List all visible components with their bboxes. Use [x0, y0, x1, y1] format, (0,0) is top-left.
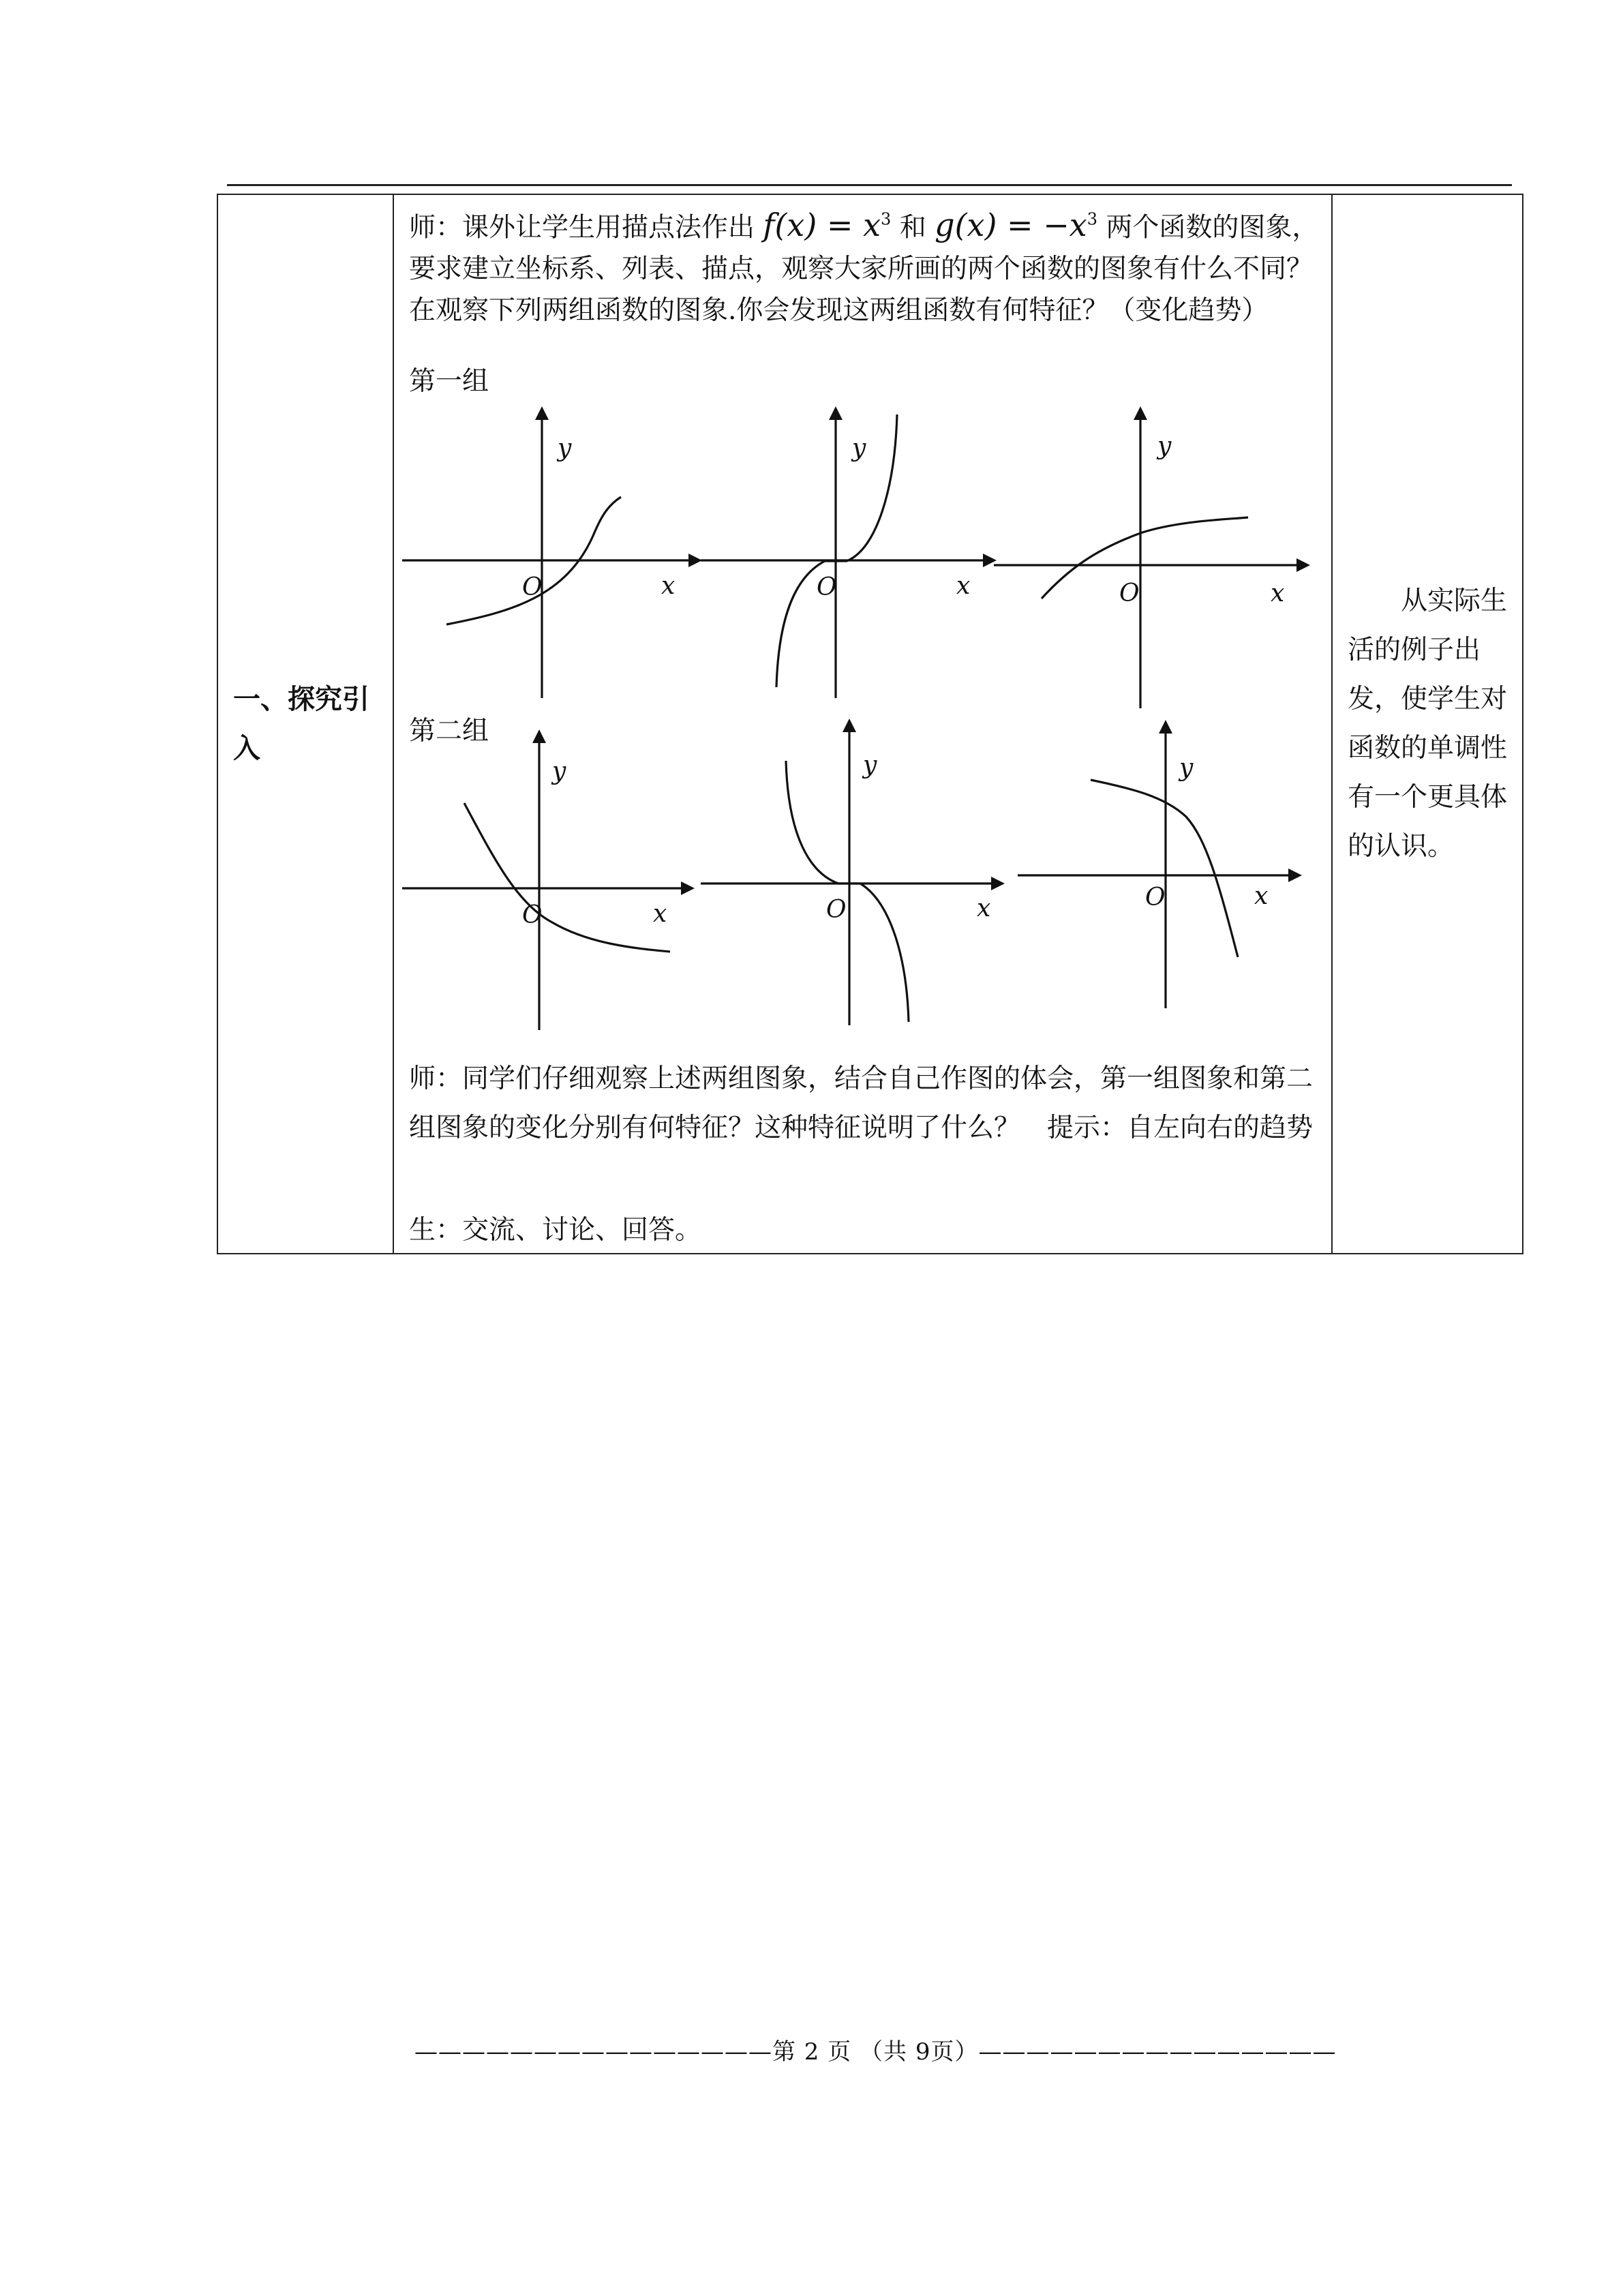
page-footer: ———————————————第 2 页 （共 9页）——————————————— [414, 2038, 1337, 2066]
origin-label: O [522, 573, 543, 601]
origin-label: O [522, 901, 543, 929]
group1-label: 第一组 [409, 366, 489, 397]
graph-6-decreasing-steep [1018, 720, 1302, 1008]
x-axis-label: x [653, 900, 667, 928]
curve [464, 803, 670, 952]
x-axis-arrow [1288, 868, 1302, 882]
y-axis-arrow [535, 406, 549, 420]
curve [1091, 780, 1238, 957]
x-axis-label: x [1254, 882, 1269, 910]
y-axis-label: y [1157, 432, 1172, 460]
y-axis-arrow [1159, 720, 1172, 734]
origin-label: O [1119, 579, 1140, 607]
graph-4-decreasing-shift [402, 729, 695, 1030]
f-expression: $f(x) = x^3$ [763, 207, 892, 244]
graph-3-increasing-log-like [994, 406, 1310, 708]
y-axis-label: y [1179, 754, 1194, 782]
x-axis-arrow [681, 881, 695, 895]
function-graphs [394, 195, 1333, 1081]
stage-label: 一、探究引入 [233, 684, 369, 764]
y-axis-arrow [829, 406, 843, 420]
graph-2-cubic [701, 406, 997, 698]
group2-label: 第二组 [409, 716, 489, 746]
curve [786, 761, 909, 1022]
intro-joiner: 和 [899, 212, 926, 243]
origin-label: O [1145, 883, 1166, 911]
g-expression: $g(x) = -x^3$ [935, 207, 1097, 244]
intro-suffix: 两个函数的图象，要求建立坐标系、列表、描点，观察大家所画的两个函数的图象有什么不同？在观察下列两组函数的图象.你会发现这两组函数有何特征？（变化趋势） [409, 212, 1319, 327]
y-axis-label: y [863, 751, 877, 779]
x-axis-arrow [1296, 558, 1310, 572]
header-rule [227, 184, 1512, 186]
y-axis-arrow [1134, 406, 1147, 420]
lesson-table [217, 194, 1523, 1254]
y-axis-label: y [552, 757, 566, 785]
teaching-content-cell [393, 194, 1332, 1254]
x-axis-arrow [991, 877, 1005, 890]
curve [1042, 517, 1248, 599]
x-axis-arrow [688, 554, 702, 567]
x-axis-label: x [661, 572, 676, 600]
outro-paragraph: 师：同学们仔细观察上述两组图象，结合自己作图的体会，第一组图象和第二组图象的变化分别有何特征？这种特征说明了什么？ 提示：自左向右的趋势 [409, 1063, 1314, 1143]
stage-cell [217, 194, 393, 1254]
design-note-cell [1332, 194, 1523, 1254]
graph-5-negative-cubic [701, 719, 1005, 1025]
x-axis-label: x [1271, 579, 1285, 607]
intro-prefix: 师：课外让学生用描点法作出 [409, 212, 755, 243]
origin-label: O [817, 573, 837, 601]
y-axis-arrow [843, 719, 856, 732]
design-note-text: 从实际生活的例子出发，使学生对函数的单调性有一个更具体的认识。 [1348, 586, 1508, 862]
y-axis-label: y [852, 434, 866, 462]
origin-label: O [826, 896, 847, 924]
y-axis-arrow [532, 729, 546, 743]
student-response: 生：交流、讨论、回答。 [409, 1215, 702, 1245]
y-axis-label: y [558, 434, 572, 462]
x-axis-label: x [956, 572, 971, 600]
x-axis-label: x [977, 894, 991, 922]
graph-1-increasing-cubic-shift [402, 406, 702, 698]
